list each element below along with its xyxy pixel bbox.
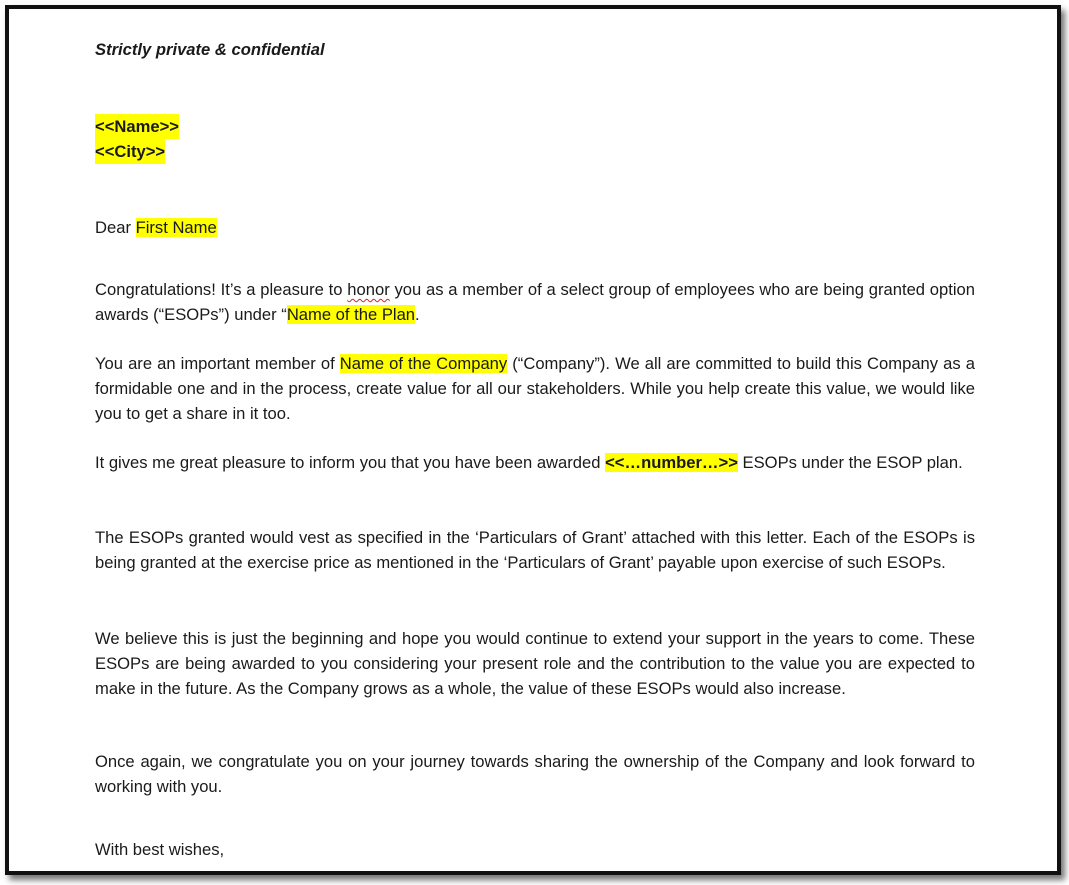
p3-text-a: It gives me great pleasure to inform you that you have been awarded <box>95 453 606 472</box>
name-placeholder[interactable]: <<Name>> <box>95 114 179 139</box>
salutation-text: Dear <box>95 218 136 237</box>
p1-text-b: you as a member of a select group of employees who are being granted option awards (“ESOPs”) under “ <box>95 280 975 324</box>
address-block <box>95 114 179 164</box>
spelling-error-honor[interactable]: honor <box>347 280 390 299</box>
city-placeholder[interactable]: <<City>> <box>95 139 165 164</box>
p2-text-a: You are an important member of <box>95 354 340 373</box>
confidential-heading: Strictly private & confidential <box>95 40 325 59</box>
paragraph-company <box>95 351 975 426</box>
p3-text-b: ESOPs under the ESOP plan. <box>737 453 963 472</box>
paragraph-congratulations <box>95 277 975 327</box>
paragraph-beginning: We believe this is just the beginning and hope you would continue to extend your support in the years to come. These ESOPs are being awarded to you considering your present role and the contribution to the value you are expected to make in the future. As the Company grows as a whole, the value of these ESOPs would also increase. <box>95 629 975 698</box>
first-name-placeholder[interactable]: First Name <box>135 218 217 237</box>
company-name-placeholder[interactable]: Name of the Company <box>339 354 508 373</box>
p2-text-b: (“Company”). We all are committed to build this Company as a formidable one and in the process, create value for all our stakeholders. While you help create this value, we would like you to get a share in it too. <box>95 354 975 423</box>
paragraph-award <box>95 450 975 475</box>
salutation <box>95 215 975 240</box>
p1-text-c: . <box>415 305 420 324</box>
document-frame <box>5 5 1061 875</box>
number-placeholder[interactable]: <<…number…>> <box>605 453 738 472</box>
p1-text-a: Congratulations! It’s a pleasure to <box>95 280 348 299</box>
paragraph-once-again: Once again, we congratulate you on your journey towards sharing the ownership of the Company and look forward to working with you. <box>95 752 975 796</box>
paragraph-vesting: The ESOPs granted would vest as specified in the ‘Particulars of Grant’ attached with this letter. Each of the ESOPs is being granted at the exercise price as mentioned in the ‘Particulars of Grant’ payable upon exercise of such ESOPs. <box>95 528 975 572</box>
plan-name-placeholder[interactable]: Name of the Plan <box>286 305 416 324</box>
closing: With best wishes, <box>95 840 225 859</box>
